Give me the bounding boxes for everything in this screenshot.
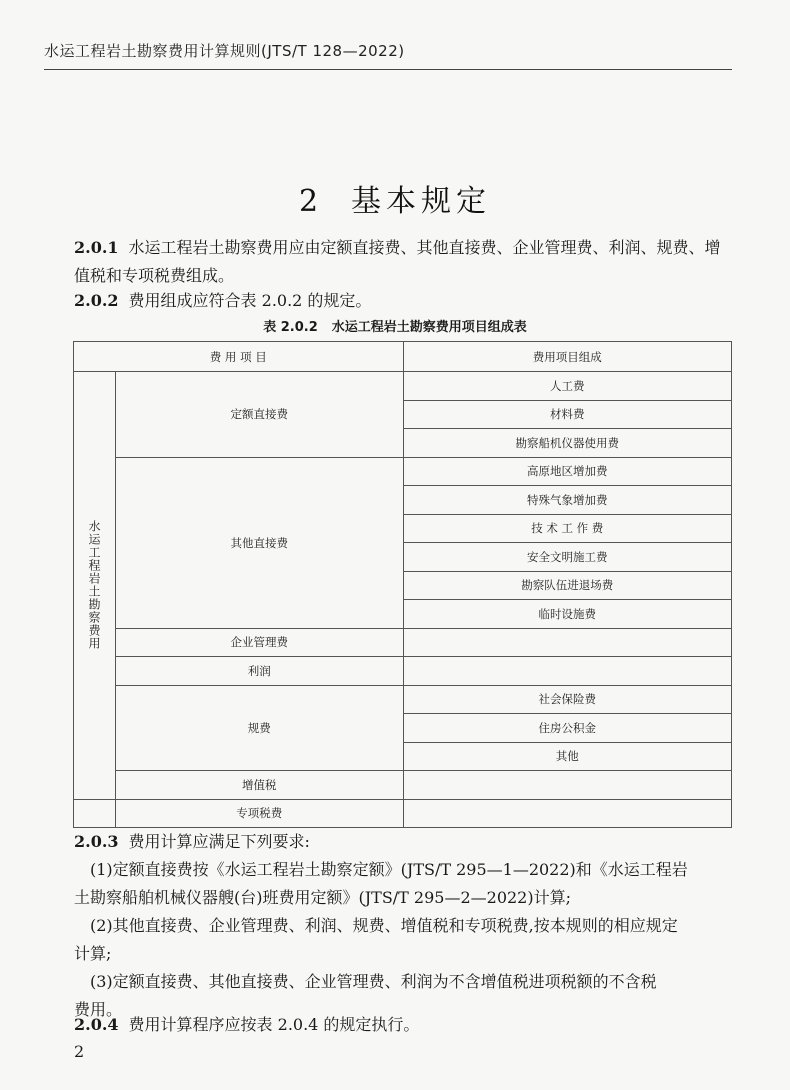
table-row xyxy=(74,372,732,401)
clause-number: 2.0.4 xyxy=(74,1015,119,1034)
composition-item: 勘察队伍进退场费 xyxy=(403,571,732,600)
clause-text: 费用计算程序应按表 2.0.4 的规定执行。 xyxy=(128,1015,420,1034)
chapter-title xyxy=(0,176,790,220)
list-item-3: (3)定额直接费、其他直接费、企业管理费、利润为不含增值税进项税额的不含税 xyxy=(90,972,657,991)
group-vat: 增值税 xyxy=(115,771,403,800)
clause-2-0-3 xyxy=(74,828,734,1024)
root-category-cell xyxy=(74,372,116,800)
table-caption-title: 水运工程岩土勘察费用项目组成表 xyxy=(331,320,527,335)
table-row xyxy=(74,657,732,686)
fee-composition-table xyxy=(73,341,732,828)
chapter-name: 基本规定 xyxy=(351,184,492,219)
table-caption-number: 表 2.0.2 xyxy=(263,320,318,335)
composition-item: 社会保险费 xyxy=(403,685,732,714)
group-profit: 利润 xyxy=(115,657,403,686)
composition-empty xyxy=(403,657,732,686)
list-item-1-cont: 土勘察船舶机械仪器艘(台)班费用定额》(JTS/T 295—2—2022)计算; xyxy=(74,888,571,907)
clause-number: 2.0.1 xyxy=(74,238,119,257)
table-row xyxy=(74,685,732,714)
composition-item: 勘察船机仪器使用费 xyxy=(403,429,732,458)
list-item-3-cont: 费用。 xyxy=(74,1000,123,1019)
table-row xyxy=(74,771,732,800)
group-quota-direct: 定额直接费 xyxy=(115,372,403,458)
table-header-row xyxy=(74,342,732,372)
clause-text: 费用计算应满足下列要求: xyxy=(128,832,310,851)
header-fee-composition: 费用项目组成 xyxy=(403,342,732,372)
composition-empty xyxy=(403,628,732,657)
composition-empty xyxy=(403,771,732,800)
group-fees: 规费 xyxy=(115,685,403,771)
composition-item: 住房公积金 xyxy=(403,714,732,743)
running-header: 水运工程岩土勘察费用计算规则(JTS/T 128—2022) xyxy=(44,42,405,60)
clause-2-0-1 xyxy=(74,234,734,290)
clause-text: 费用组成应符合表 2.0.2 的规定。 xyxy=(128,291,372,310)
composition-item: 高原地区增加费 xyxy=(403,457,732,486)
composition-item: 特殊气象增加费 xyxy=(403,486,732,515)
clause-text: 水运工程岩土勘察费用应由定额直接费、其他直接费、企业管理费、利润、规费、增 xyxy=(128,238,721,257)
table-caption xyxy=(0,316,790,335)
clause-text-cont: 值税和专项税费组成。 xyxy=(74,266,235,285)
root-category-label: 水运工程岩土勘察费用 xyxy=(86,520,101,651)
clause-number: 2.0.3 xyxy=(74,832,119,851)
clause-2-0-2 xyxy=(74,287,734,315)
group-management: 企业管理费 xyxy=(115,628,403,657)
composition-item: 技 术 工 作 费 xyxy=(403,514,732,543)
root-category-tail xyxy=(74,799,116,828)
group-other-direct: 其他直接费 xyxy=(115,457,403,628)
composition-item: 其他 xyxy=(403,742,732,771)
table-row xyxy=(74,799,732,828)
composition-item: 人工费 xyxy=(403,372,732,401)
composition-empty xyxy=(403,799,732,828)
chapter-number: 2 xyxy=(298,184,324,219)
list-item-2: (2)其他直接费、企业管理费、利润、规费、增值税和专项税费,按本规则的相应规定 xyxy=(90,916,678,935)
composition-item: 安全文明施工费 xyxy=(403,543,732,572)
clause-number: 2.0.2 xyxy=(74,291,119,310)
header-rule xyxy=(44,69,732,70)
list-item-2-cont: 计算; xyxy=(74,944,112,963)
clause-2-0-4 xyxy=(74,1011,734,1039)
page-number: 2 xyxy=(74,1042,85,1061)
group-special-tax: 专项税费 xyxy=(115,799,403,828)
table-row xyxy=(74,457,732,486)
list-item-1: (1)定额直接费按《水运工程岩土勘察定额》(JTS/T 295—1—2022)和《水运工程岩 xyxy=(90,860,688,879)
composition-item: 临时设施费 xyxy=(403,600,732,629)
header-fee-item: 费 用 项 目 xyxy=(74,342,404,372)
table-row xyxy=(74,628,732,657)
composition-item: 材料费 xyxy=(403,400,732,429)
